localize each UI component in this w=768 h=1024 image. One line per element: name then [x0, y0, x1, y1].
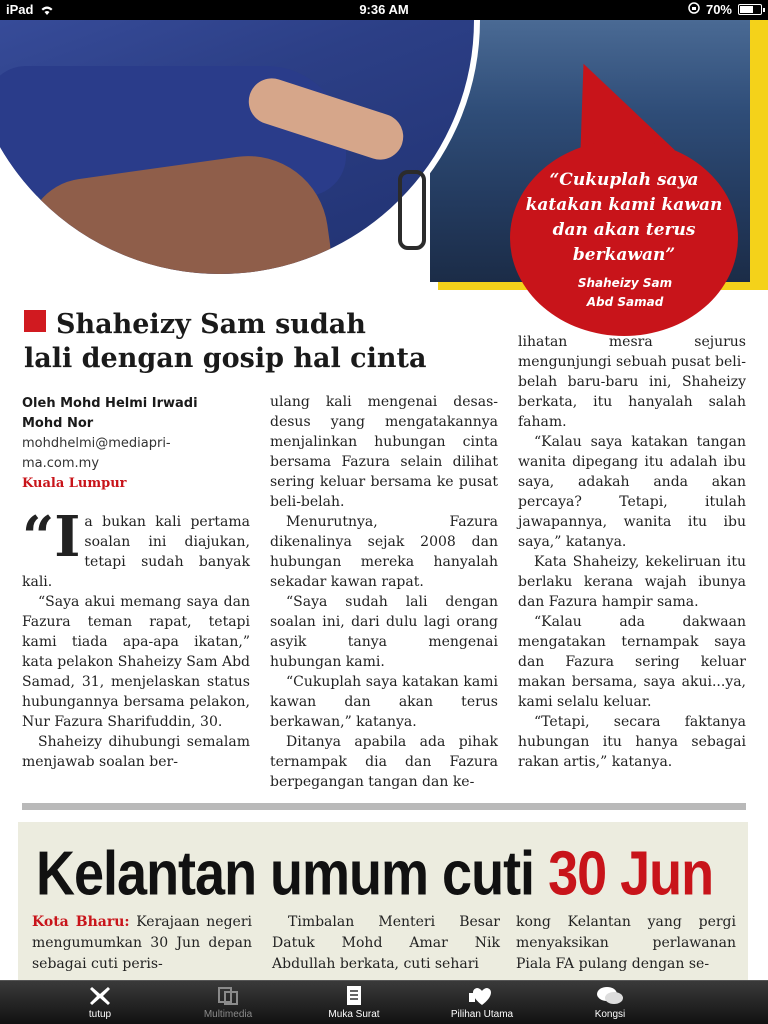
battery-icon — [738, 4, 762, 15]
battery-percent: 70% — [705, 2, 732, 17]
author-email[interactable]: mohdhelmi@mediapri- — [22, 436, 171, 451]
byline: Oleh Mohd Helmi Irwadi Mohd Nor mohdhelmi@mediapri- ma.com.my Kuala Lumpur — [22, 394, 252, 494]
quote-bubble — [510, 140, 738, 336]
multimedia-icon — [178, 985, 278, 1009]
clock: 9:36 AM — [359, 2, 409, 17]
headline-square-icon — [24, 310, 46, 332]
dateline-location: Kuala Lumpur — [22, 476, 127, 491]
multimedia-button[interactable]: Multimedia — [178, 985, 278, 1020]
featured-button[interactable]: Pilihan Utama — [432, 985, 532, 1020]
quote-text: “Cukuplah saya katakan kami kawan dan akan terus berkawan” — [525, 170, 723, 265]
article-column-3: lihatan mesra sejurus mengunjungi sebuah pusat beli-belah baru-baru ini, Shaheizy berkata, itu hanyalah salah faham. “Kalau saya katakan tangan wanita dipegang itu adalah ibu saya, adakah anda akan percaya? Tetapi, itulah jawapannya, wanita itu ibu saya,” katanya. Kata Shaheizy, kekeliruan itu berlaku kerana wajah ibunya dan Fazura hampir sama. “Kalau ada dakwaan mengatakan ternampak saya dan Fazura sering keluar makan bersama, saya akui...ya, kami selalu keluar. “Tetapi, secara faktanya hubungan itu hanya sebagai rakan artis,” katanya. — [518, 334, 746, 770]
article2-headline: Kelantan umum cuti 30 Jun — [36, 839, 714, 909]
bag-strap — [398, 170, 426, 250]
article-headline: Shaheizy Sam sudah lali dengan gosip hal cinta — [24, 309, 427, 374]
page-icon — [304, 985, 404, 1009]
article-column-2: ulang kali mengenai desas-desus yang mengatakannya menjalinkan hubungan cinta bersama Fazura selain dilihat sering keluar bersama ke pusat beli-belah. Menurutnya, Fazura dikenalinya sejak 2008 dan hubungan mereka hanyalah sekadar kawan rapat. “Saya sudah lali dengan soalan ini, dari dulu lagi orang asyik tanya mengenai hubungan kami. “Cukuplah saya katakan kami kawan dan akan terus berkawan,” katanya. Ditanya apabila ada pihak ternampak dia dan Fazura berpegangan tangan dan ke- — [270, 394, 498, 790]
newspaper-page[interactable] — [0, 20, 768, 980]
bottom-toolbar — [0, 980, 768, 1024]
quote-speaker: Shaheizy Sam Abd Samad — [577, 276, 673, 309]
device-name: iPad — [6, 2, 34, 17]
page-button[interactable]: Muka Surat — [304, 985, 404, 1020]
close-button[interactable]: tutup — [50, 985, 150, 1020]
chat-bubbles-icon — [560, 985, 660, 1009]
article-column-1: “Ia bukan kali pertama soalan ini diajukan, tetapi sudah banyak kali. “Saya akui memang saya dan Fazura teman rapat, tetapi kami tiada apa-apa ikatan,” kata pelakon Shaheizy Sam Abd Samad, 31, menjelaskan status hubungannya bersama pelakon, Nur Fazura Sharifuddin, 30. Shaheizy dihubungi semalam menjawab soalan ber- — [22, 504, 250, 770]
heart-hand-icon — [432, 985, 532, 1009]
close-icon — [50, 985, 150, 1009]
article2-column-2: Timbalan Menteri Besar Datuk Mohd Amar Nik Abdullah berkata, cuti sehari — [272, 914, 500, 972]
share-button[interactable]: Kongsi — [560, 985, 660, 1020]
status-bar — [0, 0, 768, 20]
rotation-lock-icon — [688, 2, 700, 17]
article2-column-3: kong Kelantan yang pergi menyaksikan perlawanan Piala FA pulang dengan se- — [516, 914, 736, 972]
article2-column-1: Kota Bharu: Kerajaan negeri mengumumkan 30 Jun depan sebagai cuti peris- — [32, 914, 253, 972]
author: Oleh Mohd Helmi Irwadi — [22, 396, 198, 411]
section-divider — [22, 803, 746, 810]
dropcap: “I — [22, 504, 81, 570]
